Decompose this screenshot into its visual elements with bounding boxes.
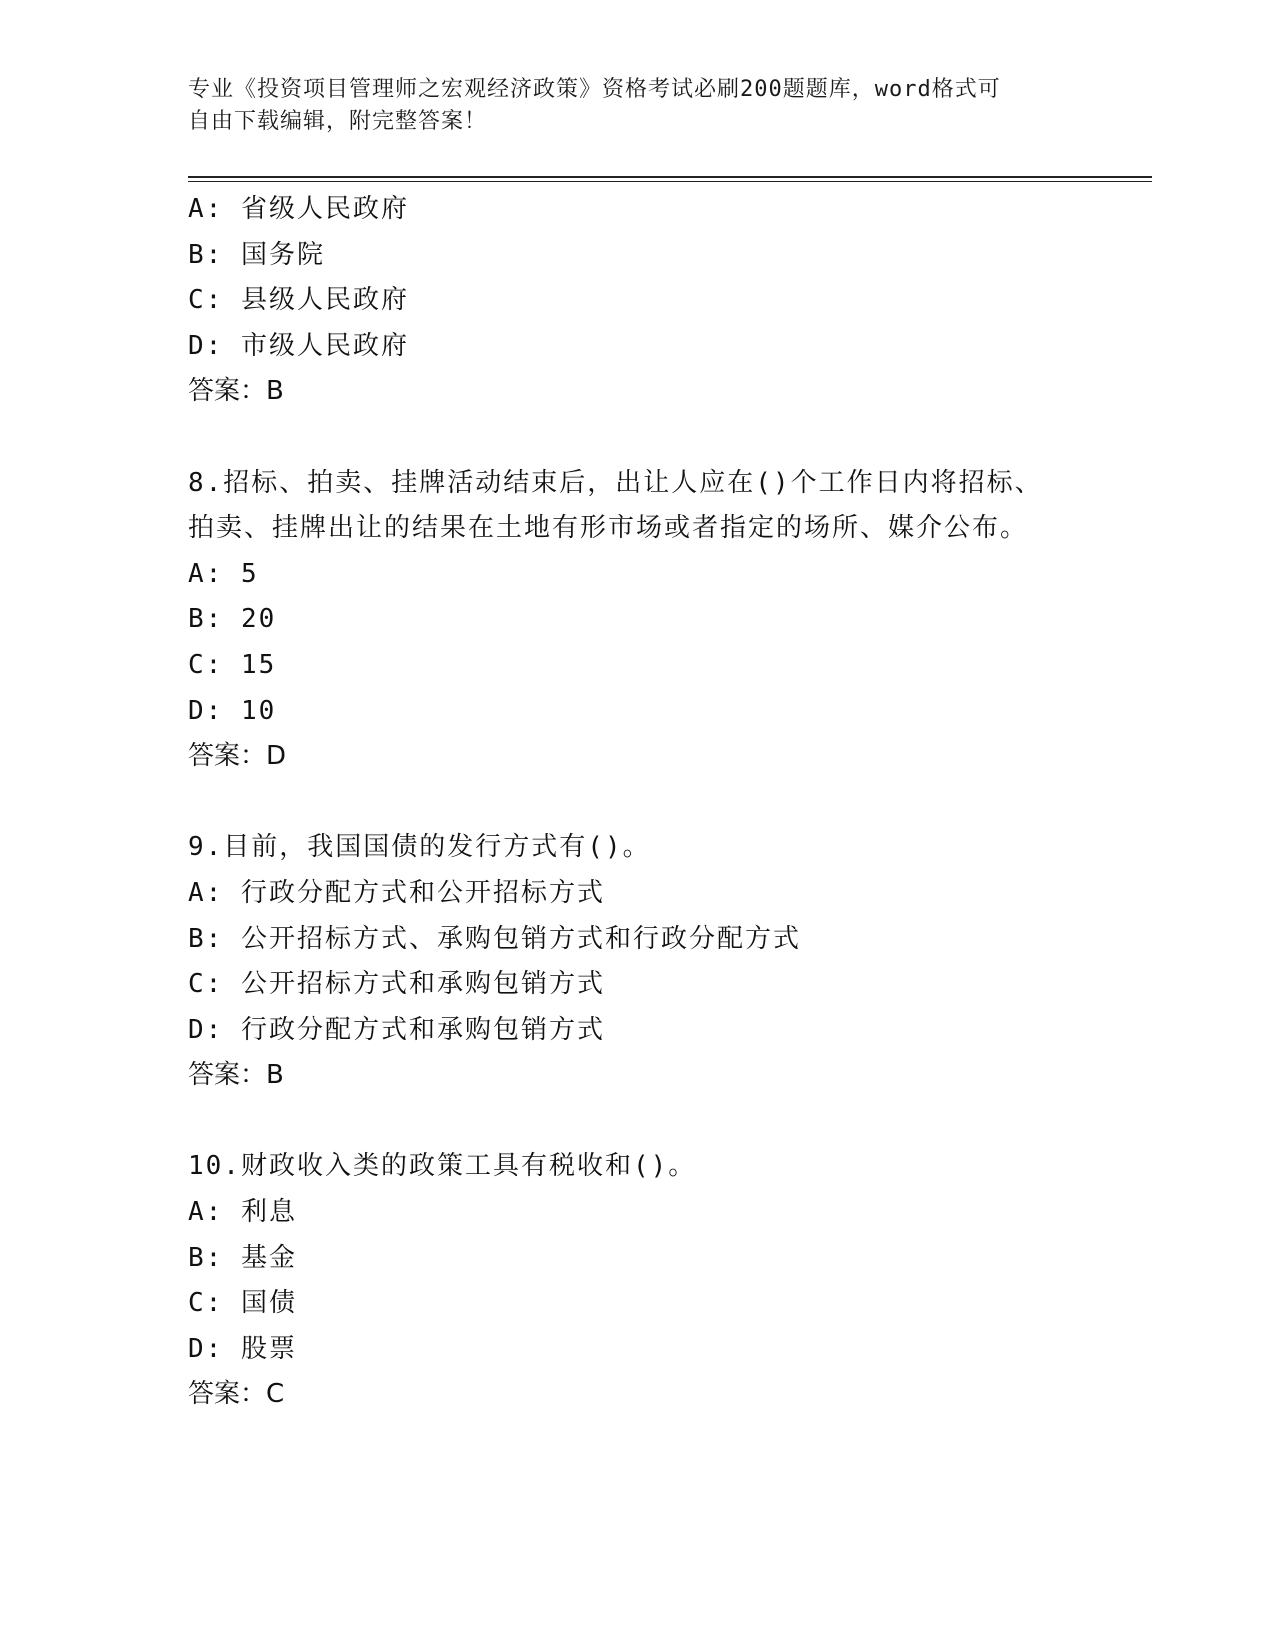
spacer xyxy=(188,1099,1128,1145)
question-stem-line-2: 拍卖、挂牌出让的结果在土地有形市场或者指定的场所、媒介公布。 xyxy=(188,513,1029,544)
option-b: B: 基金 xyxy=(188,1242,297,1273)
option-b: B: 公开招标方式、承购包销方式和行政分配方式 xyxy=(188,923,801,954)
option-c: C: 15 xyxy=(188,649,277,680)
option-d: D: 市级人民政府 xyxy=(188,330,409,361)
option-c: C: 国债 xyxy=(188,1288,297,1319)
question-stem-line-1: 8.招标、拍卖、挂牌活动结束后，出让人应在()个工作日内将招标、 xyxy=(188,467,1043,498)
question-list xyxy=(188,187,1128,1418)
answer-line: 答案：B xyxy=(188,1060,284,1091)
answer-line: 答案：C xyxy=(188,1379,285,1410)
question-8 xyxy=(188,461,1128,780)
option-d: D: 行政分配方式和承购包销方式 xyxy=(188,1014,605,1045)
option-d: D: 10 xyxy=(188,695,277,726)
question-stem: 9.目前，我国国债的发行方式有()。 xyxy=(188,832,651,863)
option-a: A: 利息 xyxy=(188,1197,297,1228)
header-line-2: 自由下载编辑，附完整答案！ xyxy=(188,109,488,134)
spacer xyxy=(188,780,1128,826)
answer-line: 答案：B xyxy=(188,376,284,407)
spacer xyxy=(188,415,1128,461)
header-divider-thick xyxy=(188,176,1152,178)
header-line-1: 专业《投资项目管理师之宏观经济政策》资格考试必刷200题题库，word格式可 xyxy=(188,77,1001,102)
option-c: C: 公开招标方式和承购包销方式 xyxy=(188,969,605,1000)
option-a: A: 省级人民政府 xyxy=(188,194,409,224)
option-b: B: 国务院 xyxy=(188,239,325,270)
option-b: B: 20 xyxy=(188,604,277,635)
document-header xyxy=(188,74,1088,138)
option-c: C: 县级人民政府 xyxy=(188,285,409,316)
answer-line: 答案：D xyxy=(188,741,287,772)
option-d: D: 股票 xyxy=(188,1333,297,1364)
question-9 xyxy=(188,825,1128,1099)
question-7 xyxy=(188,187,1128,415)
question-stem: 10.财政收入类的政策工具有税收和()。 xyxy=(188,1151,697,1182)
question-10 xyxy=(188,1144,1128,1418)
header-divider-thin xyxy=(188,181,1152,182)
option-a: A: 5 xyxy=(188,558,259,589)
option-a: A: 行政分配方式和公开招标方式 xyxy=(188,877,605,908)
